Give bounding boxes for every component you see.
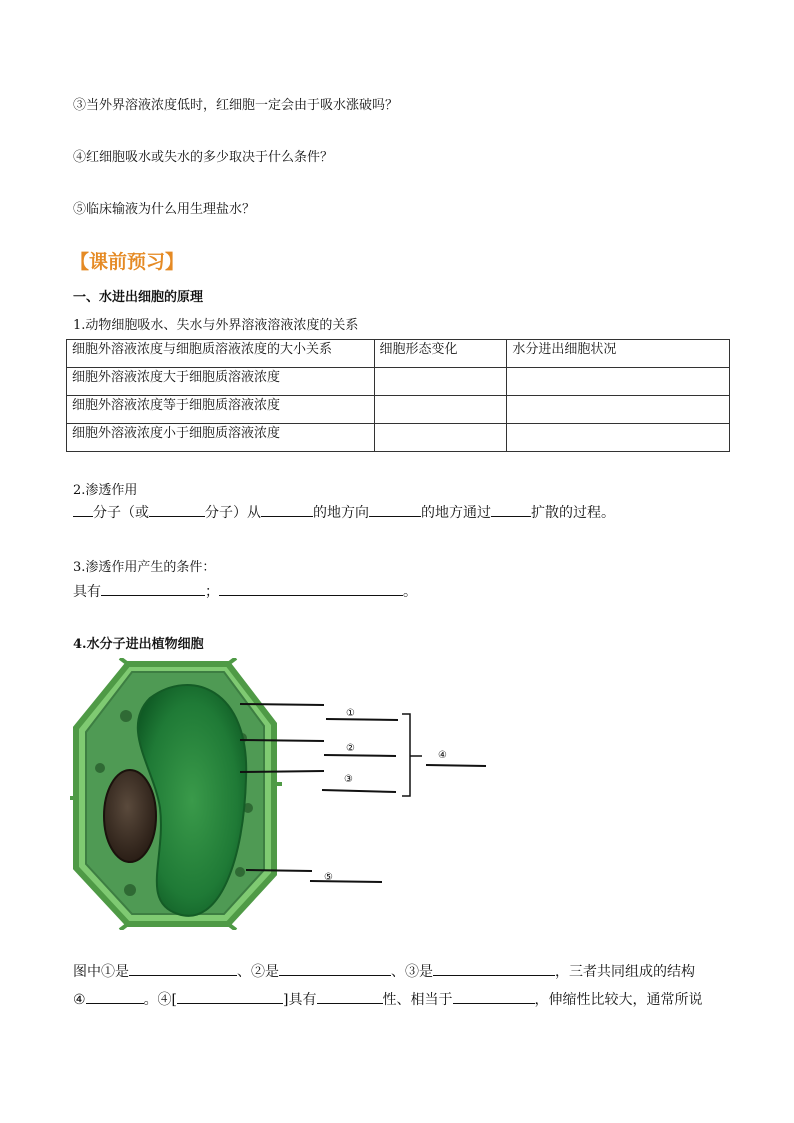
blank[interactable] — [86, 989, 144, 1004]
table-cell: 细胞外溶液浓度大于细胞质溶液浓度 — [67, 368, 375, 396]
table-header-cell: 细胞形态变化 — [374, 340, 507, 368]
table-cell-blank[interactable] — [374, 368, 507, 396]
table-cell-blank[interactable] — [507, 424, 730, 452]
section-title: 【课前预习】 — [70, 251, 185, 273]
text: 图中①是 — [73, 964, 129, 980]
text: 具有 — [73, 584, 101, 600]
text: 扩散的过程。 — [531, 505, 615, 521]
table-header-cell: 细胞外溶液浓度与细胞质溶液浓度的大小关系 — [67, 340, 375, 368]
blank[interactable] — [261, 502, 313, 517]
text: 的地方向 — [313, 505, 369, 521]
fill-line-1 — [73, 961, 695, 983]
blank[interactable] — [177, 989, 283, 1004]
text: 分子）从 — [205, 505, 261, 521]
table-cell-blank[interactable] — [507, 396, 730, 424]
table-cell-blank[interactable] — [507, 368, 730, 396]
text: 的地方通过 — [421, 505, 491, 521]
table-header-cell: 水分进出细胞状况 — [507, 340, 730, 368]
blank[interactable] — [369, 502, 421, 517]
text: 、③是 — [391, 964, 433, 980]
label-2: ② — [346, 743, 355, 754]
text: ④ — [73, 992, 86, 1008]
blank[interactable] — [149, 502, 205, 517]
text: ； — [205, 584, 219, 600]
question-5: ⑤临床输液为什么用生理盐水？ — [73, 202, 256, 217]
part1-sub4: 4.水分子进出植物细胞 — [73, 637, 204, 652]
osmosis-conditions — [73, 581, 417, 603]
table-row — [67, 396, 730, 424]
text: 性、相当于 — [382, 992, 453, 1008]
text: ，三者共同组成的结构 — [555, 964, 695, 980]
table-header-row — [67, 340, 730, 368]
text: 。④[ — [143, 992, 178, 1008]
relation-table — [66, 339, 730, 452]
nucleus — [104, 770, 156, 862]
label-4: ④ — [438, 750, 447, 761]
osmosis-definition — [73, 502, 615, 524]
question-3: ③当外界溶液浓度低时，红细胞一定会由于吸水涨破吗？ — [73, 98, 399, 113]
table-cell: 细胞外溶液浓度等于细胞质溶液浓度 — [67, 396, 375, 424]
blank[interactable] — [433, 961, 555, 976]
plant-cell-diagram — [70, 658, 490, 930]
blank[interactable] — [279, 961, 391, 976]
text: ，伸缩性比较大，通常所说 — [534, 992, 703, 1008]
part1-sub1: 1.动物细胞吸水、失水与外界溶液溶液浓度的关系 — [73, 318, 359, 333]
table-row — [67, 424, 730, 452]
label-5: ⑤ — [324, 872, 333, 883]
fill-line-2 — [73, 989, 703, 1011]
label-1: ① — [346, 708, 355, 719]
blank[interactable] — [491, 502, 531, 517]
table-cell: 细胞外溶液浓度小于细胞质溶液浓度 — [67, 424, 375, 452]
part1-sub2: 2.渗透作用 — [73, 483, 138, 498]
text: 。 — [403, 584, 417, 600]
table-cell-blank[interactable] — [374, 424, 507, 452]
label-3: ③ — [344, 774, 353, 785]
blank[interactable] — [453, 989, 535, 1004]
text: ]具有 — [283, 992, 317, 1008]
part1-heading: 一、水进出细胞的原理 — [73, 290, 204, 305]
blank[interactable] — [101, 581, 205, 596]
part1-sub3: 3.渗透作用产生的条件： — [73, 560, 216, 575]
table-row — [67, 368, 730, 396]
question-4: ④红细胞吸水或失水的多少取决于什么条件？ — [73, 150, 334, 165]
blank[interactable] — [219, 581, 403, 596]
blank[interactable] — [317, 989, 383, 1004]
text: 、②是 — [237, 964, 279, 980]
blank[interactable] — [129, 961, 237, 976]
table-cell-blank[interactable] — [374, 396, 507, 424]
blank[interactable] — [73, 502, 93, 517]
text: 分子（或 — [93, 505, 149, 521]
